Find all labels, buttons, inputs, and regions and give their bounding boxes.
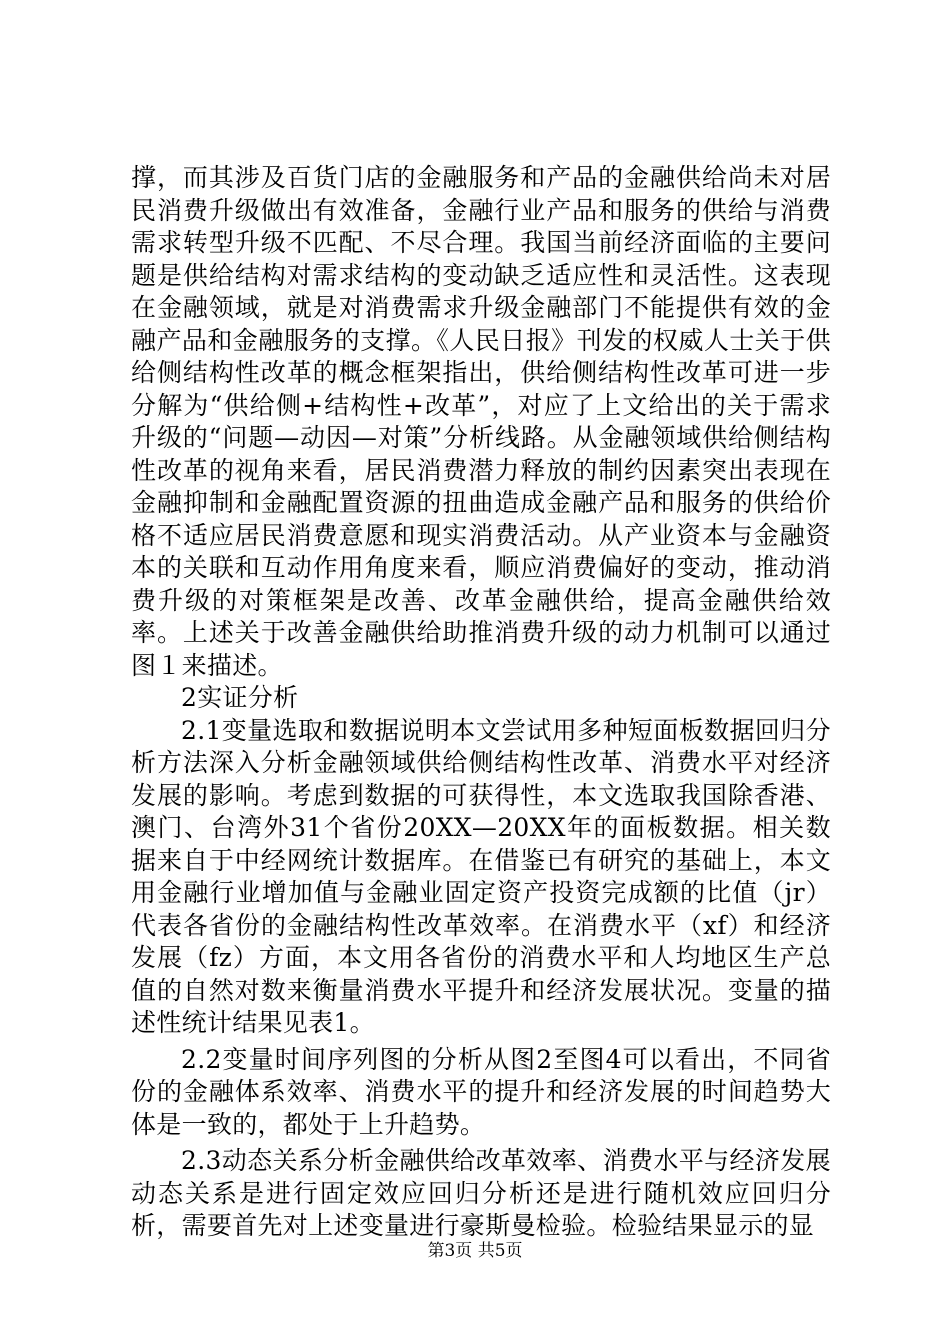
page-footer: 第3页 共5页 [427,1241,523,1261]
paragraph-variable-selection: 2.1变量选取和数据说明本文尝试用多种短面板数据回归分析方法深入分析金融领域供给侧结构性改革、消费水平对经济发展的影响。考虑到数据的可获得性，本文选取我国除香港、澳门、台湾外31个省份20XX—20XX年的面板数据。相关数据来自于中经网统计数据库。在借鉴已有研究的基础上，本文用金融行业增加值与金融业固定资产投资完成额的比值（jr）代表各省份的金融结构性改革效率。在消费水平（xf）和经济发展（fz）方面，本文用各省份的消费水平和人均地区生产总值的自然对数来衡量消费水平提升和经济发展状况。变量的描述性统计结果见表1。 [131,715,831,1037]
paragraph-time-series: 2.2变量时间序列图的分析从图2至图4可以看出，不同省份的金融体系效率、消费水平的提升和经济发展的时间趋势大体是一致的，都处于上升趋势。 [131,1044,831,1139]
paragraph-dynamic-relationship: 2.3动态关系分析金融供给改革效率、消费水平与经济发展动态关系是进行固定效应回归分析还是进行随机效应回归分析，需要首先对上述变量进行豪斯曼检验。检验结果显示的显 [131,1146,831,1240]
section-heading-empirical-analysis: 2实证分析 [181,683,299,712]
body-text [131,162,831,1243]
paragraph-continuation: 撑，而其涉及百货门店的金融服务和产品的金融供给尚未对居民消费升级做出有效准备，金融行业产品和服务的供给与消费需求转型升级不匹配、不尽合理。我国当前经济面临的主要问题是供给结构对需求结构的变动缺乏适应性和灵活性。这表现在金融领域，就是对消费需求升级金融部门不能提供有效的金融产品和金融服务的支撑。《人民日报》刊发的权威人士关于供给侧结构性改革的概念框架指出，供给侧结构性改革可进一步分解为“供给侧+结构性+改革”，对应了上文给出的关于需求升级的“问题—动因—对策”分析线路。从金融领域供给侧结构性改革的视角来看，居民消费潜力释放的制约因素突出表现在金融抑制和金融配置资源的扭曲造成金融产品和服务的供给价格不适应居民消费意愿和现实消费活动。从产业资本与金融资本的关联和互动作用角度来看，顺应消费偏好的变动，推动消费升级的对策框架是改善、改革金融供给，提高金融供给效率。上述关于改善金融供给助推消费升级的动力机制可以通过图１来描述。 [131,163,831,680]
